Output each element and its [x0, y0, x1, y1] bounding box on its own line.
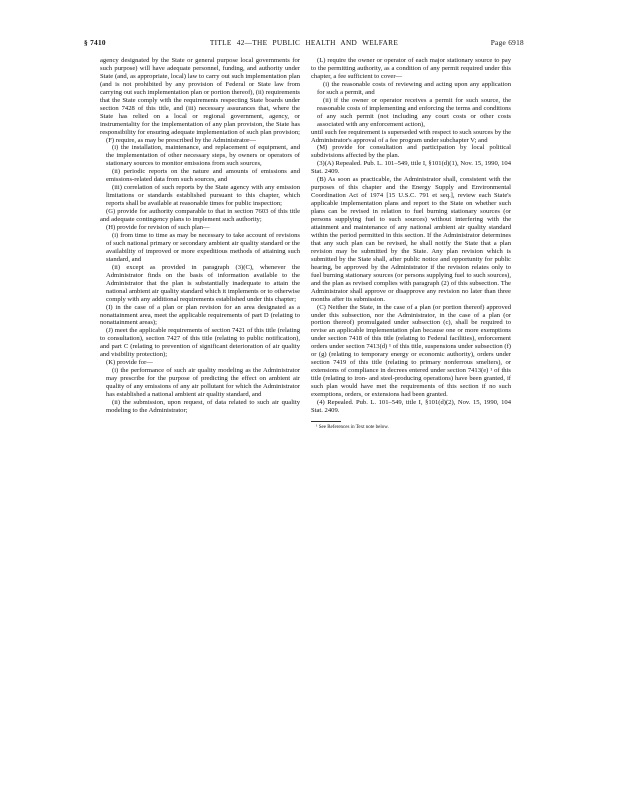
left-column: [100, 57, 300, 415]
paragraph: (L) require the owner or operator of each major stationary source to pay to the permitting authority, as a condition of any permit required under this chapter, a fee sufficient to cover—: [311, 57, 511, 80]
paragraph: (ii) periodic reports on the nature and amounts of emissions and emissions-related data from such sources, and: [106, 168, 300, 184]
paragraph: (H) provide for revision of such plan—: [106, 224, 210, 232]
paragraph: (3)(A) Repealed. Pub. L. 101–549, title I, §101(d)(1), Nov. 15, 1990, 104 Stat. 2409.: [311, 160, 511, 176]
paragraph: (C) Neither the State, in the case of a plan (or portion thereof) approved under this subsection, nor the Administrator, in the case of a plan (or portion thereof) promulgated under subsection (c), shall be required to revise an applicable implementation plan because one or more exemptions under section 7418 of this title (relating to Federal facilities), enforcement orders under section 7413(d) ¹ of this title, suspensions under subsection (f) or (g) (relating to temporary energy or economic authority), orders under section 7419 of this title (relating to primary nonferrous smelters), or extensions of compliance in decrees entered under section 7413(e) ¹ of this title (relating to iron- and steel-producing operations) have been granted, if such plan would have met the requirements of this section if no such exemptions, orders, or extensions had been granted.: [311, 303, 511, 399]
paragraph: (i) the performance of such air quality modeling as the Administrator may prescribe for the purpose of predicting the effect on ambient air quality of any emissions of any air pollutant for which the Administrator has established a national ambient air quality standard, and: [106, 367, 300, 399]
paragraph: (G) provide for authority comparable to that in section 7603 of this title and adequate contingency plans to implement such authority;: [100, 208, 300, 224]
right-column: [311, 57, 511, 431]
paragraph: until such fee requirement is superseded with respect to such sources by the Administrator's approval of a fee program under subchapter V; and: [311, 128, 511, 144]
paragraph: (4) Repealed. Pub. L. 101–549, title I, §101(d)(2), Nov. 15, 1990, 104 Stat. 2409.: [311, 398, 511, 414]
paragraph: (K) provide for—: [106, 359, 153, 367]
paragraph: (ii) if the owner or operator receives a permit for such source, the reasonable costs of implementing and enforcing the terms and conditions of any such permit (not including any court costs or other costs associated with any enforcement action),: [317, 96, 511, 128]
page-title: TITLE 42—THE PUBLIC HEALTH AND WELFARE: [209, 38, 399, 47]
paragraph: (i) from time to time as may be necessary to take account of revisions of such national primary or secondary ambient air quality standard or the availability of improved or more expeditious methods of attaining such standard, and: [106, 231, 300, 263]
paragraph: (J) meet the applicable requirements of section 7421 of this title (relating to consultation), section 7427 of this title (relating to public notification), and part C (relating to prevention of significant deterioration of air quality and visibility protection);: [100, 327, 300, 359]
running-header: [84, 38, 524, 50]
paragraph: (iii) correlation of such reports by the State agency with any emission limitations or standards established pursuant to this chapter, which reports shall be available at reasonable times for public inspection;: [106, 184, 300, 208]
footnote-divider: [311, 421, 341, 422]
footnote: ¹ See References in Text note below.: [316, 424, 389, 430]
paragraph: (M) provide for consultation and participation by local political subdivisions affected by the plan.: [311, 144, 511, 160]
paragraph: (ii) the submission, upon request, of data related to such air quality modeling to the Administrator;: [106, 398, 300, 414]
paragraph: (F) require, as may be prescribed by the Administrator—: [106, 136, 256, 144]
paragraph: (B) As soon as practicable, the Administrator shall, consistent with the purposes of this chapter and the Energy Supply and Environmental Coordination Act of 1974 [15 U.S.C. 791 et seq.], review each State's applicable implementation plans and report to the State on whether such plans can be revised in relation to fuel burning stationary sources (or persons supplying fuel to such sources) without interfering with the attainment and maintenance of any national ambient air quality standard within the period permitted in this section. If the Administrator determines that any such plan can be revised, he shall notify the State that a plan revision may be submitted by the State. Any plan revision which is submitted by the State shall, after public notice and opportunity for public hearing, be approved by the Administrator if the revision relates only to fuel burning stationary sources (or persons supplying fuel to such sources), and the plan as revised complies with paragraph (2) of this subsection. The Administrator shall approve or disapprove any revision no later than three months after its submission.: [311, 176, 511, 303]
paragraph: (i) the installation, maintenance, and replacement of equipment, and the implementation of other necessary steps, by owners or operators of stationary sources to monitor emissions from such sources,: [106, 144, 300, 168]
paragraph: agency designated by the State or general purpose local governments for such purpose) will have adequate personnel, funding, and authority under State (and, as appropriate, local) law to carry out such implementation plan (and is not prohibited by any provision of Federal or State law from carrying out such implementation plan or portion thereof), (ii) requirements that the State comply with the requirements respecting State boards under section 7428 of this title, and (iii) necessary assurances that, where the State has relied on a local or regional government, agency, or instrumentality for the implementation of any plan provision, the State has responsibility for ensuring adequate implementation of such plan provision;: [100, 57, 300, 136]
paragraph: (i) the reasonable costs of reviewing and acting upon any application for such a permit, and: [317, 80, 511, 96]
section-number: § 7410: [84, 38, 106, 47]
paragraph: (ii) except as provided in paragraph (3)(C), whenever the Administrator finds on the basis of information available to the Administrator that the plan is substantially inadequate to attain the national ambient air quality standard which it implements or to otherwise comply with any additional requirements established under this chapter;: [106, 263, 300, 303]
page-number: Page 6918: [490, 38, 524, 47]
paragraph: (I) in the case of a plan or plan revision for an area designated as a nonattainment area, meet the applicable requirements of part D (relating to nonattainment areas);: [100, 303, 300, 327]
